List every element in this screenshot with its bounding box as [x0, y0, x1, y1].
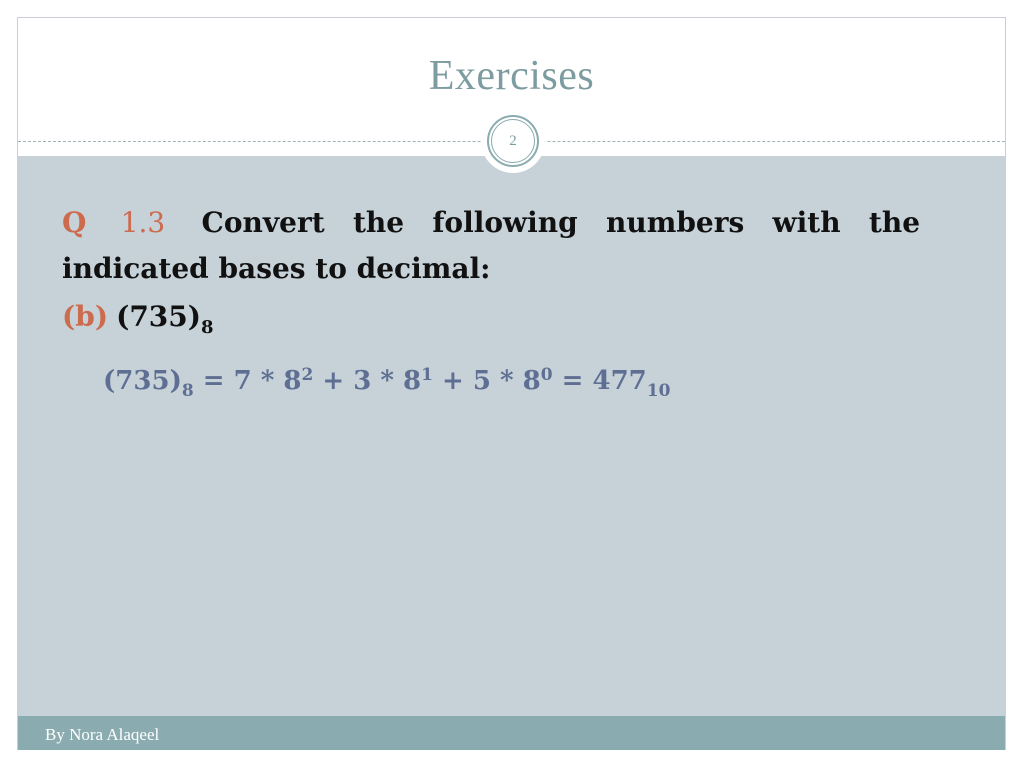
solution-term-3: + 5 * 8: [432, 366, 541, 396]
question-text: Convert the following numbers with the indicated bases to decimal:: [62, 206, 921, 285]
solution-exp-2: 1: [421, 365, 433, 385]
question-text-block: [62, 200, 920, 292]
question-number: 1.3: [120, 206, 166, 239]
footer-author: By Nora Alaqeel: [45, 725, 160, 744]
page-number: 2: [491, 119, 535, 163]
solution-lhs-value: (735): [103, 366, 182, 396]
solution-equation: [103, 365, 671, 401]
solution-result-base: 10: [646, 381, 671, 401]
slide-title: Exercises: [428, 53, 595, 99]
question-label: Q: [62, 206, 87, 239]
footer-bar: [18, 716, 1005, 750]
part-base: 8: [201, 317, 214, 338]
solution-exp-3: 0: [540, 365, 553, 385]
part-b: [62, 300, 214, 338]
solution-result: = 477: [552, 366, 647, 396]
solution-term-2: + 3 * 8: [313, 366, 422, 396]
solution-exp-1: 2: [301, 365, 314, 385]
solution-lhs-base: 8: [181, 381, 194, 401]
part-label: (b): [62, 300, 109, 333]
solution-term-1: = 7 * 8: [193, 366, 302, 396]
part-value: (735): [116, 300, 202, 333]
